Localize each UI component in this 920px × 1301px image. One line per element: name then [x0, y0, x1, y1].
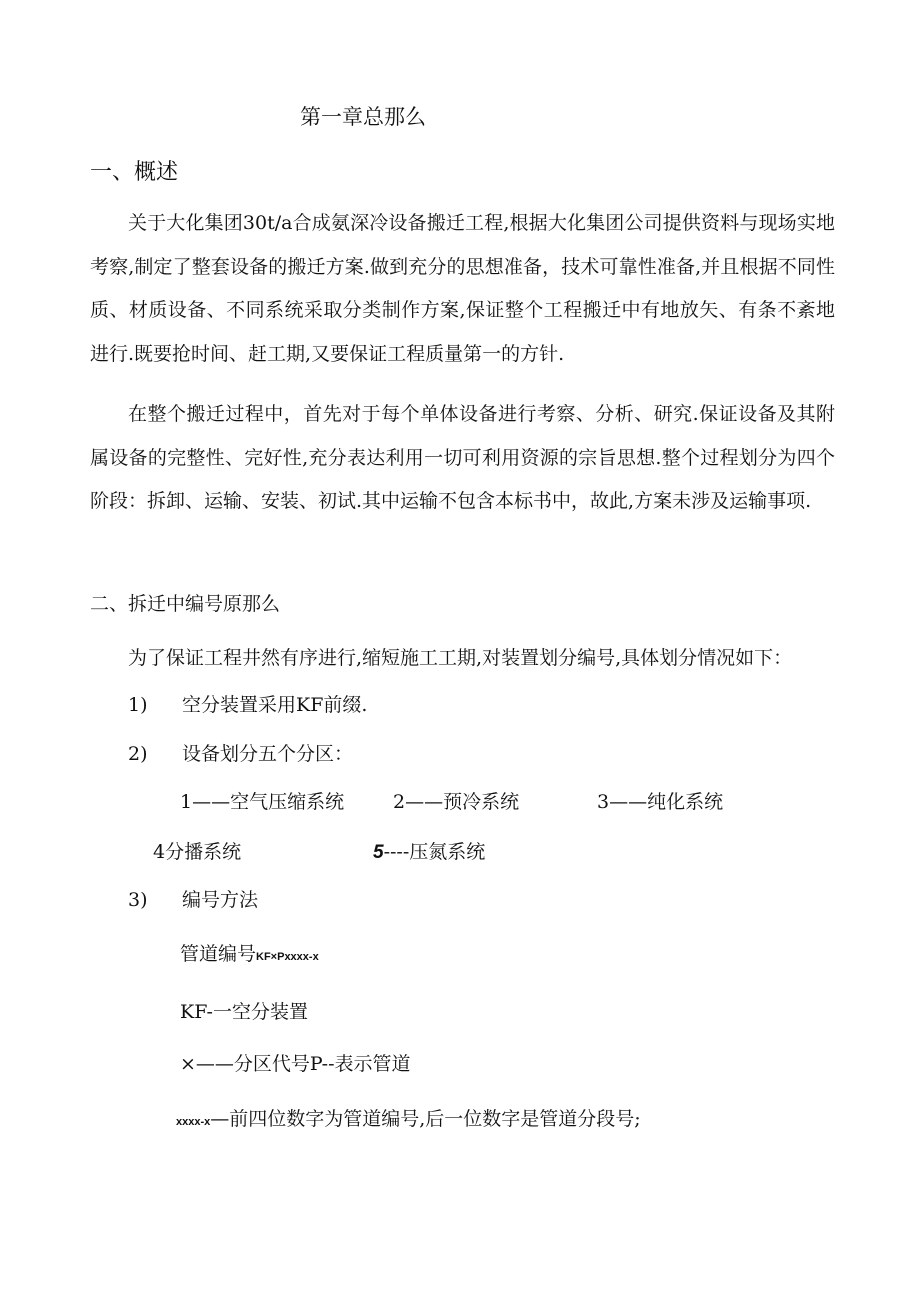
chapter-title: 第一章总那么	[300, 105, 426, 129]
kf-definition: KF-一空分装置	[180, 1001, 308, 1023]
list-item-3-number: 3)	[128, 889, 148, 911]
zone-3: 3——纯化系统	[597, 791, 724, 813]
zone-5-number: 5	[373, 842, 384, 863]
section-heading-overview: 一、概述	[90, 160, 179, 185]
zone-4: 4分播系统	[153, 841, 242, 863]
zone-5	[373, 843, 485, 862]
pipe-numbering-line	[180, 945, 319, 964]
xxxx-code: xxxx-x	[176, 1116, 211, 1128]
zone-1: 1——空气压缩系统	[180, 791, 345, 813]
pipe-code: KF×Pxxxx-x	[256, 951, 319, 963]
list-item-3-text: 编号方法	[182, 889, 259, 911]
overview-paragraph-2: 在整个搬迁过程中，首先对于每个单体设备进行考察、分析、研究.保证设备及其附属设备的完整性、完好性,充分表达利用一切可利用资源的宗旨思想.整个过程划分为四个阶段：拆卸、运输、安装、初试.其中运输不包含本标书中，故此,方案未涉及运输事项.	[90, 403, 835, 512]
list-item-2-number: 2)	[128, 743, 148, 765]
list-item-1-text: 空分装置采用KF前缀.	[182, 694, 368, 716]
xxxx-definition: —前四位数字为管道编号,后一位数字是管道分段号;	[210, 1108, 641, 1130]
x-definition: ×——分区代号P--表示管道	[180, 1053, 411, 1075]
numbering-intro: 为了保证工程井然有序进行,缩短施工工期,对装置划分编号,具体划分情况如下：	[128, 647, 793, 669]
overview-paragraph-1: 关于大化集团30t/a合成氨深冷设备搬迁工程,根据大化集团公司提供资料与现场实地考察,制定了整套设备的搬迁方案.做到充分的思想准备，技术可靠性准备,并且根据不同性质、材质设备、不同系统采取分类制作方案,保证整个工程搬迁中有地放矢、有条不紊地进行.既要抢时间、赶工期,又要保证工程质量第一的方针.	[90, 212, 835, 365]
section-heading-numbering: 二、拆迁中编号原那么	[90, 593, 281, 615]
zone-5-text: ----压氮系统	[383, 841, 486, 863]
pipe-label: 管道编号	[180, 943, 257, 965]
list-item-1-number: 1)	[128, 694, 148, 716]
list-item-2-text: 设备划分五个分区：	[182, 743, 354, 765]
zone-2: 2——预冷系统	[393, 791, 520, 813]
xxxx-definition-line	[176, 1110, 641, 1129]
